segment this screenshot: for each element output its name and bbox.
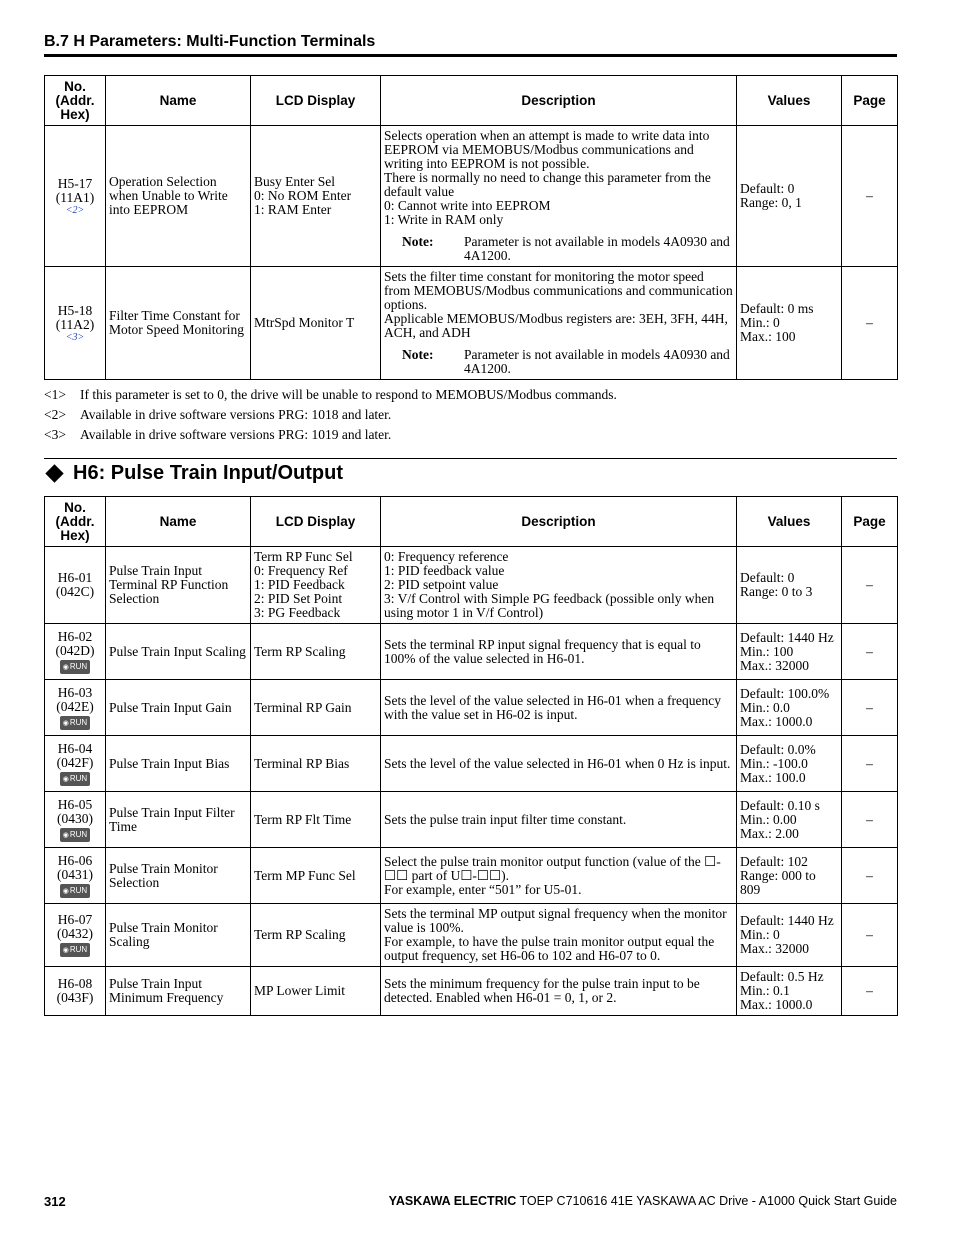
section-divider [44, 458, 897, 459]
page-ref: – [842, 624, 898, 680]
value-line: Default: 1440 Hz [740, 913, 834, 928]
header-description: Description [381, 497, 737, 547]
param-address: (0432) [57, 926, 93, 941]
header-lcd: LCD Display [251, 76, 381, 126]
values-cell [737, 904, 842, 967]
lcd-line: Term RP Flt Time [254, 811, 352, 827]
lcd-line: Term RP Scaling [254, 643, 346, 659]
param-address: (042F) [56, 754, 94, 770]
header-description: Description [381, 76, 737, 126]
values-cell [737, 848, 842, 904]
lcd-line: 1: RAM Enter [254, 202, 332, 217]
param-address: (0431) [57, 866, 93, 882]
description-line: For example, to have the pulse train monitor output equal the output frequency, set H6-06 to 102 and H6-07 to 0. [384, 934, 715, 963]
footnotes [44, 385, 897, 445]
description-cell [381, 267, 737, 380]
h6-parameter-table [44, 496, 898, 1016]
value-line: Min.: 100 [740, 643, 794, 659]
note-label: Note: [402, 234, 434, 249]
value-line: Max.: 2.00 [740, 825, 799, 841]
note-text: Parameter is not available in models 4A0930 and 4A1200. [464, 347, 730, 376]
footnote [44, 385, 897, 405]
value-line: Default: 1440 Hz [740, 629, 834, 645]
description-line: Sets the terminal RP input signal frequency that is equal to 100% of the value selected in H6-01. [384, 636, 701, 666]
values-cell [737, 736, 842, 792]
footnote [44, 405, 897, 425]
footnote-text: If this parameter is set to 0, the drive will be unable to respond to MEMOBUS/Modbus commands. [80, 387, 617, 402]
description-line: Applicable MEMOBUS/Modbus registers are: 3EH, 3FH, 44H, ACH, and ADH [384, 311, 728, 340]
header-name: Name [106, 497, 251, 547]
value-line: Max.: 100.0 [740, 769, 806, 785]
lcd-line: MP Lower Limit [254, 983, 345, 998]
value-line: Min.: 0.1 [740, 983, 790, 998]
description-cell [381, 848, 737, 904]
lcd-line: MtrSpd Monitor T [254, 315, 355, 330]
value-line: Min.: 0.00 [740, 811, 797, 827]
value-line: Range: 0 to 3 [740, 584, 813, 599]
footnote-mark: <3> [44, 427, 66, 442]
value-line: Default: 0 ms [740, 301, 814, 316]
param-number-cell [45, 736, 106, 792]
note-label: Note: [402, 347, 434, 362]
value-line: Default: 0.0% [740, 741, 816, 757]
param-number: H6-03 [57, 684, 93, 700]
lcd-display-cell [251, 736, 381, 792]
description-cell [381, 126, 737, 267]
description-line: Sets the terminal MP output signal frequency when the monitor value is 100%. [384, 906, 727, 935]
param-name: Pulse Train Input Scaling [106, 624, 251, 680]
page-ref: – [842, 680, 898, 736]
note [384, 348, 733, 376]
param-number-cell [45, 904, 106, 967]
header-values: Values [737, 497, 842, 547]
page-number: 312 [44, 1194, 66, 1209]
value-line: Default: 0 [740, 181, 795, 196]
param-number-cell [45, 624, 106, 680]
description-line: Sets the level of the value selected in H6-01 when a frequency with the value set in H6-02 is input. [384, 692, 721, 722]
lcd-display-cell [251, 547, 381, 624]
param-number-cell [45, 126, 106, 267]
page-ref: – [842, 267, 898, 380]
run-icon: ◉ RUN [60, 660, 90, 674]
table-row [45, 547, 898, 624]
footnote-text: Available in drive software versions PRG: 1019 and later. [80, 427, 392, 442]
description-line: Sets the level of the value selected in H6-01 when 0 Hz is input. [384, 755, 731, 771]
lcd-line: 2: PID Set Point [254, 591, 343, 606]
param-number: H6-07 [57, 912, 93, 927]
param-number: H6-05 [57, 796, 93, 812]
lcd-line: Terminal RP Gain [254, 699, 352, 715]
lcd-line: Terminal RP Bias [254, 755, 350, 771]
param-number: H6-08 [57, 976, 93, 991]
footnote-text: Available in drive software versions PRG: 1018 and later. [80, 407, 392, 422]
param-name: Pulse Train Monitor Selection [106, 848, 251, 904]
header-no: No. (Addr. Hex) [45, 497, 106, 547]
description-line: 1: PID feedback value [384, 563, 505, 578]
param-address: (11A2) [55, 316, 95, 332]
value-line: Default: 0.5 Hz [740, 969, 824, 984]
value-line: Default: 0 [740, 570, 795, 585]
lcd-line: Term MP Func Sel [254, 867, 356, 883]
description-cell [381, 547, 737, 624]
param-name: Pulse Train Input Gain [106, 680, 251, 736]
description-line: Selects operation when an attempt is made to write data into EEPROM via MEMOBUS/Modbus communications and writing into EEPROM is not possible. [384, 128, 710, 171]
description-line: 2: PID setpoint value [384, 577, 499, 592]
table-row [45, 680, 898, 736]
run-icon: ◉ RUN [60, 772, 90, 786]
page-ref: – [842, 904, 898, 967]
param-number: H5-17 [57, 175, 93, 191]
param-number-cell [45, 792, 106, 848]
footnote-ref-link[interactable]: <3> [65, 331, 85, 343]
param-address: (0430) [57, 810, 93, 826]
param-number: H6-02 [57, 628, 93, 644]
lcd-line: 3: PG Feedback [254, 605, 341, 620]
lcd-line: 1: PID Feedback [254, 577, 345, 592]
value-line: Min.: 0 [740, 315, 780, 330]
value-line: Default: 102 [740, 853, 808, 869]
header-page: Page [842, 497, 898, 547]
run-icon: ◉ RUN [60, 884, 90, 898]
h6-heading [44, 462, 343, 485]
param-number: H6-04 [57, 740, 93, 756]
lcd-line: 0: No ROM Enter [254, 188, 352, 203]
page-ref: – [842, 126, 898, 267]
values-cell [737, 547, 842, 624]
param-address: (042E) [56, 698, 94, 714]
page-ref: – [842, 967, 898, 1016]
footnote-mark: <2> [44, 407, 66, 422]
table-row [45, 126, 898, 267]
lcd-display-cell [251, 624, 381, 680]
values-cell [737, 967, 842, 1016]
note [384, 235, 733, 263]
param-number-cell [45, 680, 106, 736]
param-number: H6-06 [57, 852, 93, 868]
header-values: Values [737, 76, 842, 126]
lcd-line: Term RP Func Sel [254, 549, 353, 564]
lcd-line: Term RP Scaling [254, 927, 346, 942]
lcd-line: 0: Frequency Ref [254, 563, 348, 578]
lcd-display-cell [251, 967, 381, 1016]
page-ref: – [842, 547, 898, 624]
note-text: Parameter is not available in models 4A0930 and 4A1200. [464, 234, 730, 263]
param-name: Pulse Train Input Minimum Frequency [106, 967, 251, 1016]
values-cell [737, 624, 842, 680]
h5-parameter-table [44, 75, 898, 380]
diamond-bullet-icon [45, 464, 63, 482]
lcd-display-cell [251, 126, 381, 267]
value-line: Max.: 100 [740, 329, 796, 344]
description-line: 1: Write in RAM only [384, 212, 504, 227]
value-line: Max.: 1000.0 [740, 997, 813, 1012]
table-row [45, 267, 898, 380]
param-address: (11A1) [55, 189, 95, 205]
param-number: H5-18 [57, 302, 93, 318]
values-cell [737, 126, 842, 267]
param-number-cell [45, 547, 106, 624]
footer-brand: YASKAWA ELECTRIC [388, 1194, 517, 1208]
values-cell [737, 792, 842, 848]
page-ref: – [842, 736, 898, 792]
param-name: Pulse Train Input Terminal RP Function Selection [106, 547, 251, 624]
description-line: Select the pulse train monitor output function (value of the ☐-☐☐ part of U☐-☐☐). [384, 853, 721, 883]
value-line: Range: 0, 1 [740, 195, 802, 210]
param-name: Filter Time Constant for Motor Speed Monitoring [106, 267, 251, 380]
lcd-display-cell [251, 904, 381, 967]
value-line: Default: 100.0% [740, 685, 830, 701]
param-number-cell [45, 267, 106, 380]
param-name: Operation Selection when Unable to Write into EEPROM [106, 126, 251, 267]
table-row [45, 967, 898, 1016]
table-row [45, 848, 898, 904]
description-line: There is normally no need to change this parameter from the default value [384, 170, 711, 199]
header-name: Name [106, 76, 251, 126]
lcd-display-cell [251, 792, 381, 848]
value-line: Max.: 1000.0 [740, 713, 813, 729]
description-cell [381, 736, 737, 792]
description-line: Sets the pulse train input filter time constant. [384, 811, 627, 827]
param-name: Pulse Train Input Filter Time [106, 792, 251, 848]
description-line: 3: V/f Control with Simple PG feedback (possible only when using motor 1 in V/f Control) [384, 591, 715, 620]
header-lcd: LCD Display [251, 497, 381, 547]
description-line: 0: Frequency reference [384, 549, 509, 564]
values-cell [737, 680, 842, 736]
run-icon: ◉ RUN [60, 828, 90, 842]
description-line: Sets the filter time constant for monitoring the motor speed from MEMOBUS/Modbus communications and communication options. [384, 269, 733, 312]
footnote-mark: <1> [44, 387, 66, 402]
table-row [45, 904, 898, 967]
value-line: Default: 0.10 s [740, 797, 820, 813]
table-row [45, 736, 898, 792]
footer-doc [389, 1194, 897, 1208]
lcd-line: Busy Enter Sel [254, 174, 335, 189]
lcd-display-cell [251, 680, 381, 736]
footer-doc-title: TOEP C710616 41E YASKAWA AC Drive - A1000 Quick Start Guide [519, 1194, 897, 1208]
description-line: Sets the minimum frequency for the pulse train input to be detected. Enabled when H6-01 = 0, 1, or 2. [384, 976, 700, 1005]
description-cell [381, 967, 737, 1016]
description-cell [381, 792, 737, 848]
value-line: Max.: 32000 [740, 657, 809, 673]
page-ref: – [842, 848, 898, 904]
description-line: 0: Cannot write into EEPROM [384, 198, 551, 213]
description-cell [381, 904, 737, 967]
run-icon: ◉ RUN [60, 943, 90, 957]
description-line: For example, enter “501” for U5-01. [384, 881, 582, 897]
run-icon: ◉ RUN [60, 716, 90, 730]
table-row [45, 792, 898, 848]
table-row [45, 624, 898, 680]
footnote-ref-link[interactable]: <2> [65, 204, 85, 216]
param-number-cell [45, 848, 106, 904]
value-line: Range: 000 to 809 [740, 867, 816, 897]
description-cell [381, 624, 737, 680]
h6-title: H6: Pulse Train Input/Output [73, 462, 343, 484]
value-line: Max.: 32000 [740, 941, 809, 956]
description-cell [381, 680, 737, 736]
section-title: B.7 H Parameters: Multi-Function Terminals [44, 33, 376, 50]
page-ref: – [842, 792, 898, 848]
lcd-display-cell [251, 848, 381, 904]
section-rule [44, 54, 897, 57]
footnote [44, 425, 897, 445]
header-no: No. (Addr. Hex) [45, 76, 106, 126]
values-cell [737, 267, 842, 380]
param-number-cell [45, 967, 106, 1016]
lcd-display-cell [251, 267, 381, 380]
param-name: Pulse Train Input Bias [106, 736, 251, 792]
value-line: Min.: -100.0 [740, 755, 808, 771]
header-page: Page [842, 76, 898, 126]
value-line: Min.: 0.0 [740, 699, 790, 715]
param-address: (042C) [55, 584, 95, 599]
param-number: H6-01 [57, 570, 93, 585]
value-line: Min.: 0 [740, 927, 780, 942]
param-name: Pulse Train Monitor Scaling [106, 904, 251, 967]
param-address: (042D) [55, 642, 95, 658]
param-address: (043F) [56, 990, 94, 1005]
